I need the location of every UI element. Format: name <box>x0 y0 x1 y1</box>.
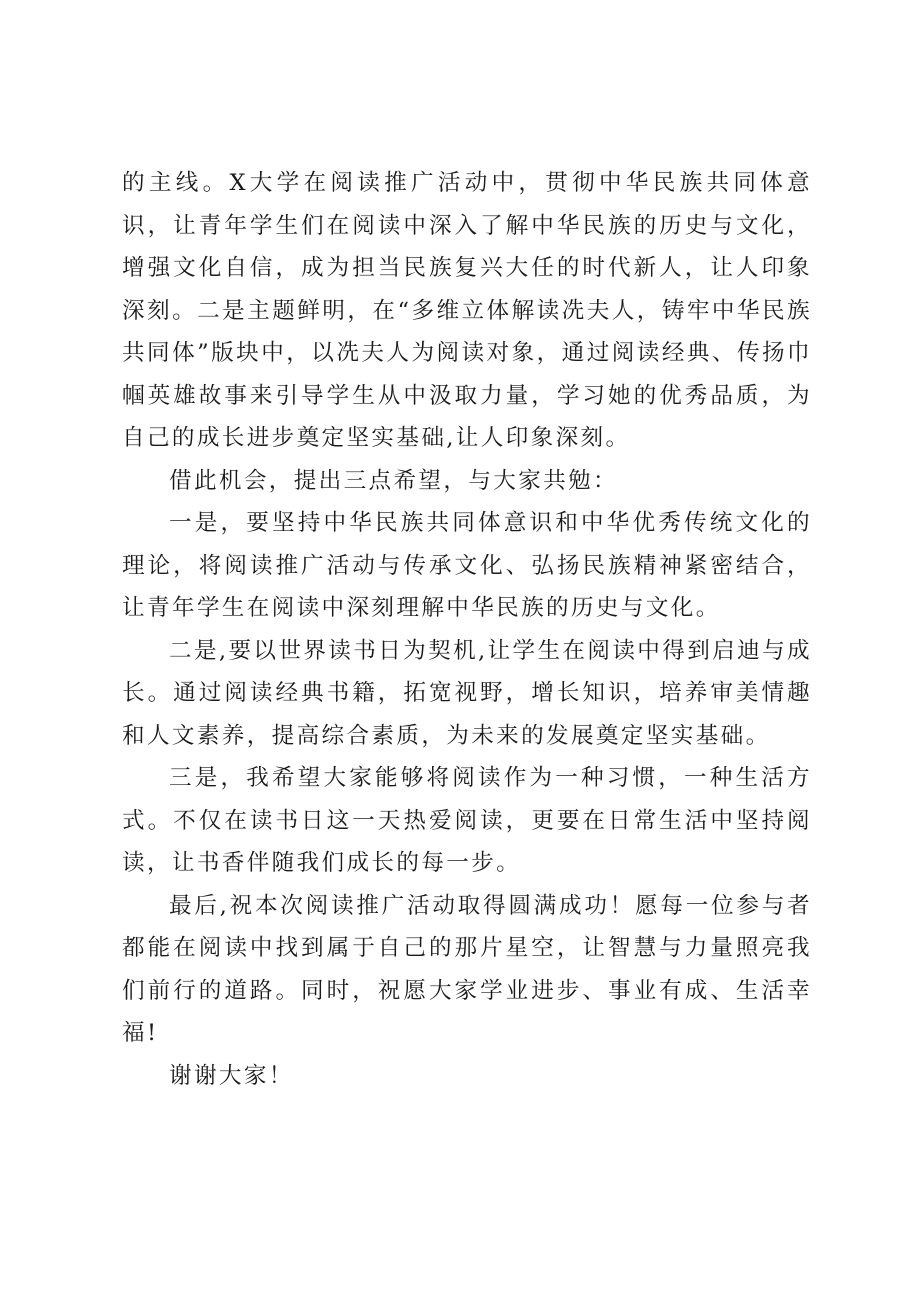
paragraph-hope-two: 二是,要以世界读书日为契机,让学生在阅读中得到启迪与成长。通过阅读经典书籍，拓宽视野，增长知识，培养审美情趣和人文素养，提高综合素质，为未来的发展奠定坚实基础。 <box>122 637 812 749</box>
paragraph-thanks: 谢谢大家！ <box>169 1062 294 1089</box>
paragraph-hope-three: 三是，我希望大家能够将阅读作为一种习惯，一种生活方式。不仅在读书日这一天热爱阅读，更要在日常生活中坚持阅读，让书香伴随我们成长的每一步。 <box>122 765 812 876</box>
paragraph-continuation: 的主线。X大学在阅读推广活动中，贯彻中华民族共同体意识，让青年学生们在阅读中深入了解中华民族的历史与文化，增强文化自信，成为担当民族复兴大任的时代新人，让人印象深刻。二是主题鲜明，在“多维立体解读冼夫人，铸牢中华民族共同体”版块中，以冼夫人为阅读对象，通过阅读经典、传扬巾帼英雄故事来引导学生从中汲取力量，学习她的优秀品质，为自己的成长进步奠定坚实基础,让人印象深刻。 <box>122 170 812 451</box>
paragraph-hope-one: 一是，要坚持中华民族共同体意识和中华优秀传统文化的理论，将阅读推广活动与传承文化、弘扬民族精神紧密结合，让青年学生在阅读中深刻理解中华民族的历史与文化。 <box>122 510 812 621</box>
paragraph-intro-hopes: 借此机会，提出三点希望，与大家共勉： <box>169 467 618 494</box>
paragraph-closing-wishes: 最后,祝本次阅读推广活动取得圆满成功！愿每一位参与者都能在阅读中找到属于自己的那片星空，让智慧与力量照亮我们前行的道路。同时，祝愿大家学业进步、事业有成、生活幸福! <box>122 892 812 1046</box>
document-body <box>122 162 812 1097</box>
